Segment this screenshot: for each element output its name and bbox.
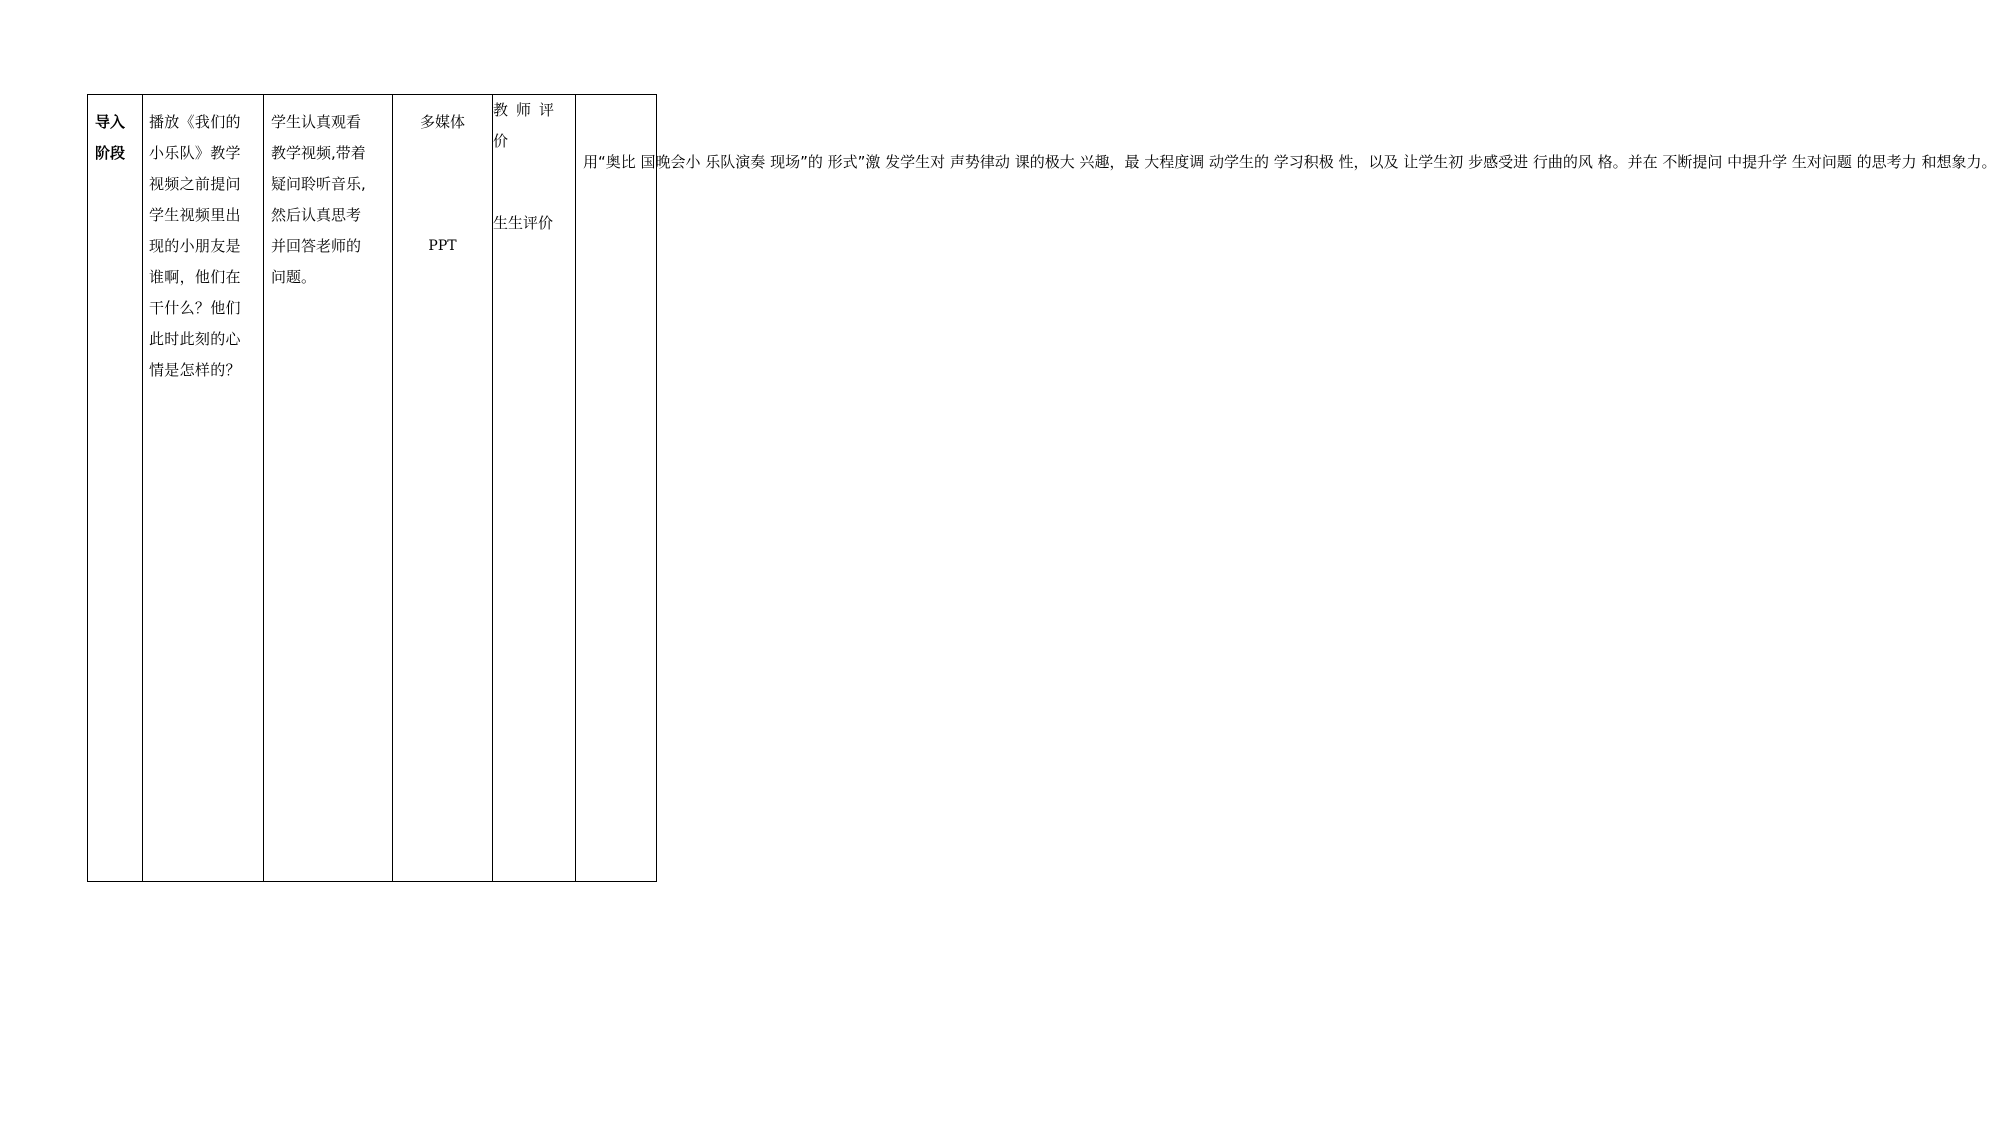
stage-cell <box>88 95 143 882</box>
table-row-intro-stage <box>88 95 657 882</box>
lesson-plan-table <box>87 94 1996 882</box>
teacher-activity-text: 播放《我们的 小乐队》教学 视频之前提问 学生视频里出 现的小朋友是 谁啊，他们在 干什么？他们 此时此刻的心 情是怎样的？ <box>149 113 241 379</box>
design-intent-text: 用“奥比 国晚会小 乐队演奏 现场”的 形式”激 发学生对 声势律动 课的极大 兴趣，最 大程度调 动学生的 学习积极 性，以及 让学生初 步感受进 行曲的风 格。并在 不断提问 中提升学 生对问题 的思考力 和想象力。 <box>583 153 1996 171</box>
student-activity-cell <box>264 95 393 882</box>
design-intent-cell <box>576 95 1996 882</box>
evaluation-cell <box>493 95 576 882</box>
media-ppt: PPT <box>428 238 457 254</box>
teacher-activity-cell <box>143 95 264 882</box>
media-title: 多媒体 <box>419 113 465 131</box>
teacher-evaluation: 教师评 价 <box>493 101 563 150</box>
peer-evaluation: 生生评价 <box>493 214 554 232</box>
stage-label: 导入 阶段 <box>95 113 126 162</box>
media-cell <box>393 95 493 882</box>
student-activity-text: 学生认真观看 教学视频,带着 疑问聆听音乐, 然后认真思考 并回答老师的 问题。 <box>271 113 366 286</box>
